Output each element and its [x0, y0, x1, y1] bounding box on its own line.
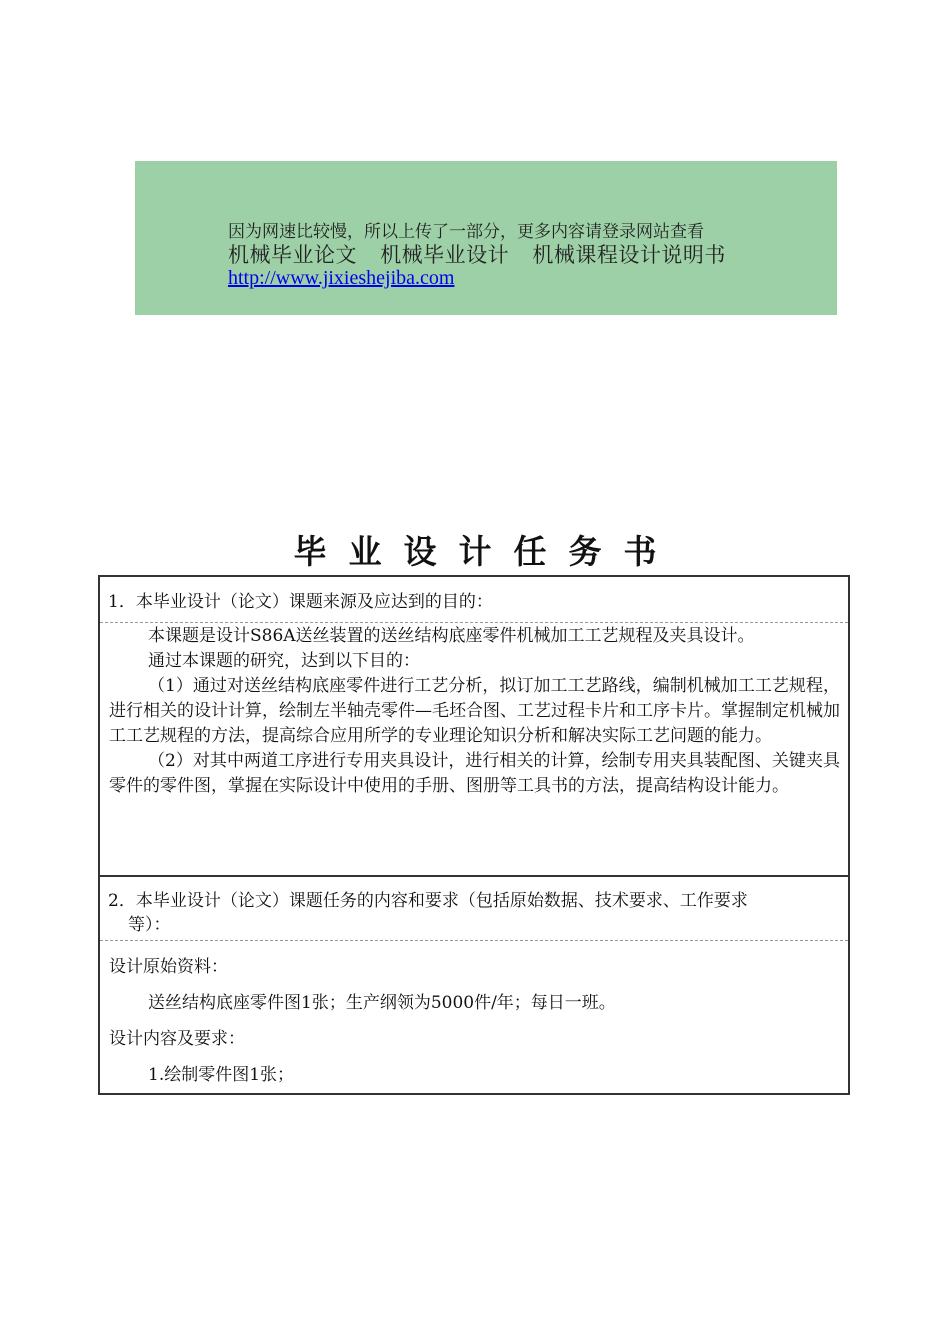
raw-data-label: 设计原始资料： — [109, 957, 228, 977]
section-1 — [100, 577, 848, 877]
banner-categories — [228, 239, 742, 269]
section-2-heading-line-1: 2．本毕业设计（论文）课题任务的内容和要求（包括原始数据、技术要求、工作要求 — [108, 891, 748, 911]
section-2 — [100, 877, 848, 1093]
website-link[interactable]: http://www.jixieshejiba.com — [228, 267, 455, 289]
section-2-heading-line-2: 等）： — [128, 915, 171, 935]
category-link-course[interactable]: 机械课程设计说明书 — [532, 243, 726, 267]
category-link-design[interactable]: 机械毕业设计 — [380, 243, 510, 267]
paragraph: （2）对其中两道工序进行专用夹具设计，进行相关的计算，绘制专用夹具装配图、关键夹具零件的零件图，掌握在实际设计中使用的手册、图册等工具书的方法，提高结构设计能力。 — [109, 751, 840, 796]
paragraph: 本课题是设计S86A送丝装置的送丝结构底座零件机械加工工艺规程及夹具设计。 — [148, 626, 755, 646]
requirement-item: 1.绘制零件图1张； — [148, 1065, 295, 1085]
task-table — [98, 575, 850, 1095]
raw-data-text: 送丝结构底座零件图1张；生产纲领为5000件/年；每日一班。 — [148, 993, 616, 1013]
paragraph: （1）通过对送丝结构底座零件进行工艺分析，拟订加工工艺路线，编制机械加工工艺规程，进行相关的设计计算，绘制左半轴壳零件—毛坯合图、工艺过程卡片和工序卡片。掌握制定机械加工工艺规程的方法，提高综合应用所学的专业理论知识分析和解决实际工艺问题的能力。 — [109, 676, 840, 746]
document-title: 毕业设计任务书 — [293, 532, 679, 571]
paragraph: 通过本课题的研究，达到以下目的： — [148, 651, 420, 671]
section-1-body — [109, 624, 840, 799]
promo-banner — [135, 161, 837, 315]
requirements-label: 设计内容及要求： — [109, 1029, 245, 1049]
banner-notice: 因为网速比较慢，所以上传了一部分，更多内容请登录网站查看 — [228, 222, 704, 242]
section-2-heading — [100, 877, 848, 941]
section-2-body — [109, 949, 840, 1093]
section-1-heading: 1．本毕业设计（论文）课题来源及应达到的目的： — [100, 577, 848, 623]
category-link-thesis[interactable]: 机械毕业论文 — [228, 243, 357, 267]
